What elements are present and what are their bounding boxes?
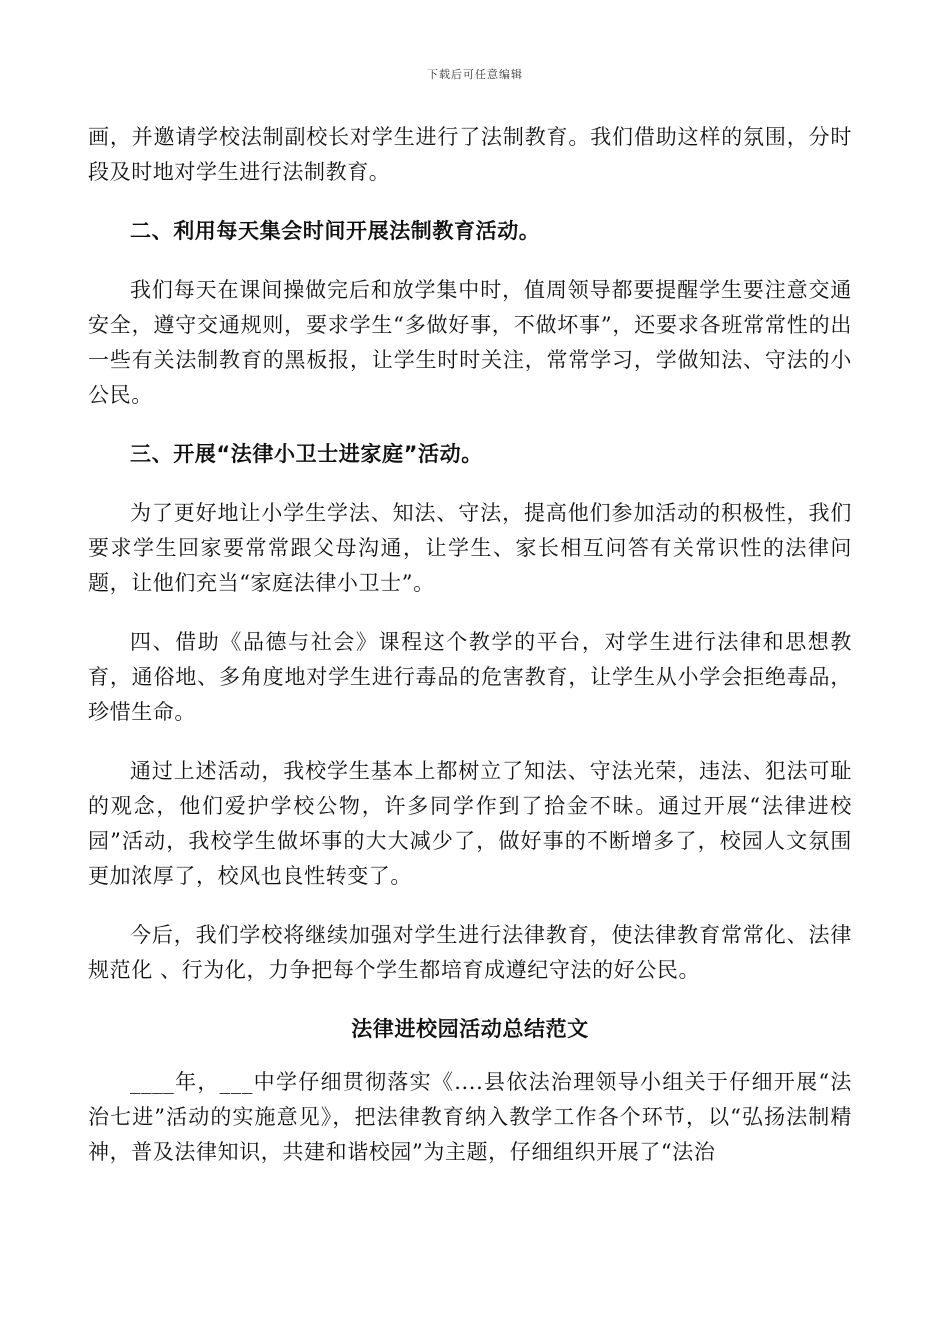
paragraph-5: 通过上述活动，我校学生基本上都树立了知法、守法光荣，违法、犯法可耻的观念，他们爱护学校公物，许多同学作到了拾金不昧。通过开展“法律进校园”活动，我校学生做坏事的大大减少了，做好事的不断增多了，校园人文氛围更加浓厚了，校风也良性转变了。 [88, 759, 852, 888]
paragraph-4: 四、借助《品德与社会》课程这个教学的平台，对学生进行法律和思想教育，通俗地、多角度地对学生进行毒品的危害教育，让学生从小学会拒绝毒品，珍惜生命。 [88, 630, 852, 724]
paragraph-6: 今后，我们学校将继续加强对学生进行法律教育，使法律教育常常化、法律规范化 、行为化，力争把每个学生都培育成遵纪守法的好公民。 [88, 923, 852, 982]
paragraph-2: 我们每天在课间操做完后和放学集中时，值周领导都要提醒学生要注意交通安全，遵守交通规则，要求学生“多做好事，不做坏事”，还要求各班常常性的出一些有关法制教育的黑板报，让学生时时关注，常常学习，学做知法、守法的小公民。 [88, 278, 852, 407]
paragraph-3: 为了更好地让小学生学法、知法、守法，提高他们参加活动的积极性，我们要求学生回家要常常跟父母沟通，让学生、家长相互问答有关常识性的法律问题，让他们充当“家庭法律小卫士”。 [88, 501, 852, 595]
paragraph-continuation: 画，并邀请学校法制副校长对学生进行了法制教育。我们借助这样的氛围，分时段及时地对学生进行法制教育。 [88, 125, 852, 184]
document-body [88, 120, 852, 1194]
document-title: 法律进校园活动总结范文 [351, 1017, 589, 1041]
section-heading-3: 三、开展“法律小卫士进家庭”活动。 [130, 442, 483, 466]
section-heading-2: 二、利用每天集会时间开展法制教育活动。 [130, 219, 541, 243]
paragraph-7: ____年，___中学仔细贯彻落实《....县依法治理领导小组关于仔细开展“法治七进”活动的实施意见》，把法律教育纳入教学工作各个环节，以“弘扬法制精神，普及法律知识，共建和谐校园”为主题，仔细组织开展了“法治 [88, 1070, 852, 1164]
header-note: 下载后可任意编辑 [427, 68, 523, 81]
